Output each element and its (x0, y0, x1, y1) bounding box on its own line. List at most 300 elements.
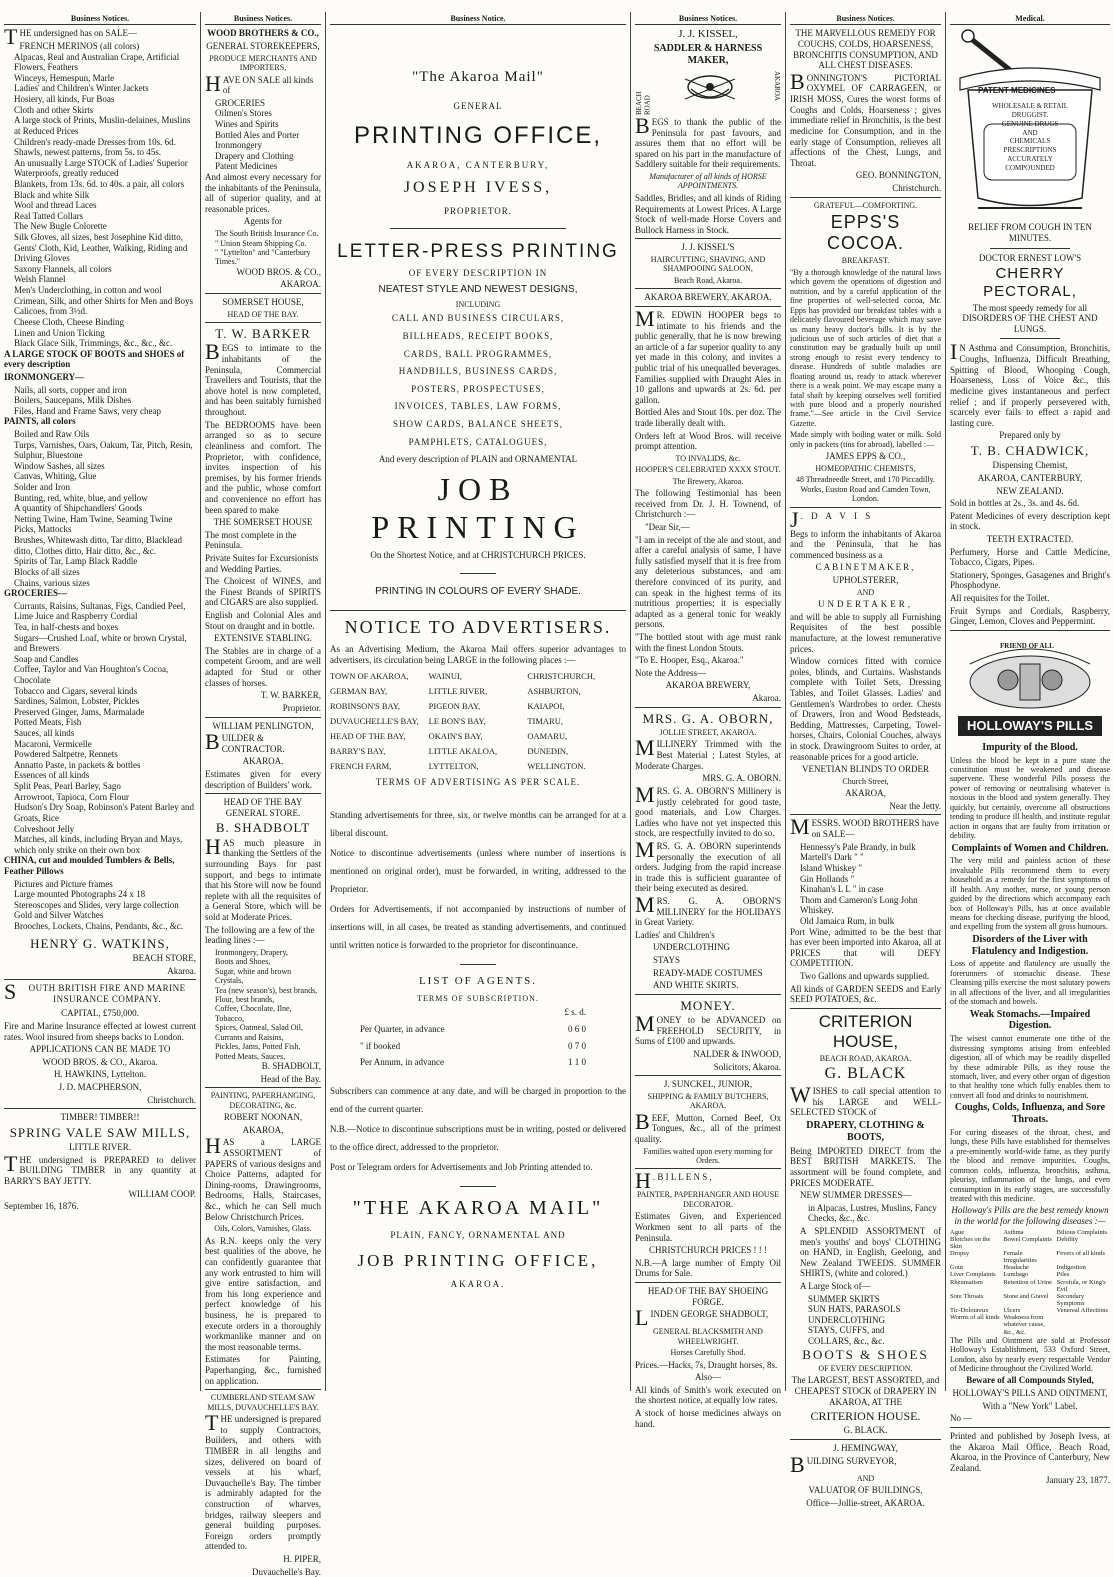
barker-text: Private Suites for Excursionists and Wedding Parties. (205, 552, 319, 574)
list-item: Macaroni, Vermicelle (14, 738, 92, 749)
list-item: A large stock of Prints, Muslin-delaines, Muslins at Reduced Prices (14, 115, 191, 136)
beware-line: With a "New York" Label. (982, 1400, 1078, 1411)
barker-proprietor: Proprietor. (282, 702, 321, 713)
disease-item: Fevers of all kinds (1056, 1250, 1105, 1258)
town-name: LITTLE RIVER, (428, 686, 488, 697)
oborn-line: UNDERCLOTHING (653, 942, 730, 953)
spring-vale-place: LITTLE RIVER. (69, 1142, 131, 1153)
list-item: Large mounted Photographs 24 x 18 (14, 889, 146, 900)
list-item: Black Glace Silk, Trimmings, &c., &c., &c. (14, 338, 173, 349)
list-item: Sardines, Salmon, Lobster, Pickles (14, 696, 140, 707)
shadbolt-place: Head of the Bay. (260, 1073, 321, 1084)
barker-text: The most complete in the Peninsula. (205, 529, 297, 551)
disease-item: Weakness from whatever cause, &c., &c. (1003, 1314, 1045, 1336)
job-type: HANDBILLS, BUSINESS CARDS, (398, 366, 558, 377)
column-6 (946, 14, 1114, 1486)
watkins-town: Akaroa. (167, 965, 196, 976)
somerset-sub: HEAD OF THE BAY. (227, 309, 299, 319)
subscription-text: N.B.—Notice to discontinue subscriptions must be in writing, posted or delivered to the office direct, addressed to the proprietor. (330, 1123, 626, 1152)
list-item: Kinahan's L L " in case (800, 884, 884, 895)
jar-text-line: ACCURATELY COMPOUNDED (1005, 154, 1055, 172)
venetian-street: Church Street, (842, 776, 889, 786)
list-item: Brooches, Lockets, Chains, Pendants, &c., &c. (14, 921, 183, 932)
ironmongery-items (4, 385, 196, 417)
printing-office: PRINTING OFFICE, (354, 121, 602, 149)
barker-text: EGS to intimate to the inhabitants of the Peninsula, Commercial Travellers and Tourists, that the above hotel is now completed, and has been suitably furnished throughout. (205, 343, 321, 418)
list-item: Silk Gloves, all sizes, best Josephine Kid ditto, Gents' Cloth, Kid, Leather, Walking, Riding and Driving Gloves (14, 232, 188, 264)
spring-vale-title: SPRING VALE SAW MILLS, (9, 1124, 191, 1140)
disease-item: Sore Throats (950, 1292, 984, 1300)
jar-text-line: PRESCRIPTIONS (1003, 146, 1057, 155)
wood-bros-lead: AVE ON SALE all kinds of (222, 74, 314, 96)
drop-cap: T (4, 24, 18, 50)
list-item: Stereoscopes and Slides, very large collection (14, 899, 179, 910)
drop-cap: H (205, 833, 221, 859)
rate-amount: 1 1 0 (568, 1057, 586, 1068)
note-brewery: AKAROA BREWERY, (665, 680, 751, 691)
noonan-oils: Oils, Colors, Varnishes, Glass. (214, 1224, 312, 1234)
insurance-agent: WOOD BROS. & CO., Akaroa. (42, 1056, 158, 1067)
letterpress-title: LETTER-PRESS PRINTING (337, 241, 619, 263)
oborn-signature: MRS. G. A. OBORN. (702, 773, 781, 784)
list-item: Drapery and Clothing (215, 150, 294, 161)
jar-text-line: AND (1022, 128, 1038, 137)
oborn-line: AND WHITE SKIRTS. (653, 980, 739, 991)
drop-cap: B (635, 113, 650, 138)
barker-text: The Stables are in charge of a competent Groom, and are well adapted for Stud or other classes of horses. (205, 645, 321, 688)
chadwick-sub: Dispensing Chemist, (992, 460, 1068, 471)
noonan-name: ROBERT NOONAN, (223, 1112, 303, 1123)
boots-line: A LARGE STOCK OF BOOTS and SHOES of every description (4, 348, 185, 370)
list-item: COLLARS, &c., &c. (808, 1336, 885, 1347)
barker-text: The BEDROOMS have been arranged so as to secure cleanliness and comfort. The Proprietor, with confidence, invites inspection of his premises, by his former friends and the public, whose comfort and convenience no effort has been spared to make (205, 419, 321, 515)
list-item: Ironmongery, Drapery, (215, 947, 288, 957)
remedy-signature: GEO. BONNINGTON, (855, 170, 941, 181)
teeth-line: TEETH EXTRACTED. (986, 533, 1074, 544)
list-item: " "Lyttelton" and "Canterbury Times." (215, 247, 311, 267)
davis-and: AND (856, 587, 875, 597)
hemingway-trade: UILDING SURVEYOR, (806, 1455, 897, 1466)
hemingway-valuator: VALUATOR OF BUILDINGS, (808, 1485, 923, 1496)
testimonial-text: The following Testimonial has been received from Dr. J. H. Townend, of Christchurch :— (635, 488, 781, 520)
list-item: Hosiery, all kinds, Fur Boas (14, 94, 115, 105)
proprietor-name: JOSEPH IVESS, (403, 178, 553, 196)
ironmongery-title: IRONMONGERY— (4, 371, 85, 382)
billens-trade: PAINTER, PAPERHANGER AND HOUSE DECORATOR. (636, 1190, 780, 1209)
column-header: Business Notices. (4, 14, 196, 25)
drop-cap: H (205, 1133, 221, 1159)
note-address: Note the Address— (635, 667, 706, 678)
disease-item: Indigestion (1056, 1264, 1086, 1272)
holloways-pills-banner: HOLLOWAY'S PILLS (958, 716, 1102, 736)
oil-drums-text: N.B.—A large number of Empty Oil Drums for Sale. (635, 1257, 781, 1279)
remedy-list-title: Holloway's Pills are the best remedy known in the world for the following diseases :— (951, 1205, 1109, 1226)
office-place: AKAROA, CANTERBURY, (406, 160, 550, 171)
drop-cap: B (635, 1108, 650, 1134)
list-item: The New Bugle Colorette (14, 221, 107, 232)
list-item: Hennessy's Pale Brandy, in bulk (800, 841, 916, 852)
disease-item: Female Irregularities (1003, 1250, 1037, 1265)
subscription-title: TERMS OF SUBSCRIPTION. (417, 993, 539, 1003)
list-item: Brushes, Whitewash ditto, Tar ditto, Blacklead ditto, Clothes ditto, Hair ditto, &c., &c. (14, 535, 183, 556)
disease-item: Tic-Doloureux (950, 1307, 989, 1315)
list-item: Blocks of all sizes (14, 566, 80, 577)
saddle-image-row (635, 69, 781, 115)
kissel-trade: SADDLER & HARNESS MAKER, (653, 43, 763, 67)
towns-grid (330, 671, 626, 771)
disease-item: Bilious Complaints (1056, 1228, 1108, 1236)
adv-text: Notice to discontinue advertisements (unless where number of insertions is mentioned on original order), must be forwarded, in writing, addressed to the Proprietor. (330, 847, 626, 894)
billens-name: . B I L L E N S , (652, 1172, 712, 1183)
town-name: OKAIN'S BAY, (428, 731, 483, 742)
list-item: Blankets, from 13s. 6d. to 40s. a pair, all colors (14, 178, 185, 189)
list-item: An unusually Large STOCK of Ladies' Superior Waterproofs, greatly reduced (14, 157, 188, 179)
drop-cap: S (4, 979, 17, 1005)
christchurch-prices: CHRISTCHURCH PRICES ! ! ! (648, 1245, 767, 1256)
shoeing-forge-title: HEAD OF THE BAY SHOEING FORGE. (647, 1285, 769, 1307)
footer-sub: PLAIN, FANCY, ORNAMENTAL AND (390, 1230, 566, 1241)
painting-title: PAINTING, PAPERHANGING, DECORATING, &c. (210, 1091, 316, 1110)
forge-text: All kinds of Smith's work executed on the shortest notice, at equally low rates. (635, 1384, 781, 1406)
cough-text: For curing diseases of the throat, chest, and lungs, these Pills have established for themselves a pre-eminently world-wide fame, as they purify the blood and remove impurities. Coughs, common colds, influenza, bronchitis, asthma, pleurisy, inflammation of the lungs, and even consumption in its early stages, are successfully treated with this medicine. (950, 1127, 1110, 1203)
drop-cap: W (790, 1082, 811, 1108)
list-item: Black and white Silk (14, 189, 90, 200)
oborn-name: MRS. G. A. OBORN, (642, 710, 774, 726)
kissel-text: EGS to thank the public of the Peninsula for past favours, and assures them that no effort will be spared on his part in the manufacture of Saddlery suitable for their requirements. (635, 117, 781, 170)
drop-cap: L (635, 1305, 649, 1331)
noonan-town: AKAROA, (242, 1124, 284, 1135)
kissel-text: Manufacturer of all kinds of HORSE APPOINTMENTS. (649, 172, 767, 191)
friend-label: FRIEND OF ALL (1000, 641, 1054, 650)
list-item: Calicoes, from 3½d. (14, 306, 88, 317)
drop-cap: B (790, 1451, 805, 1477)
forge-prices: Prices.—Hacks, 7s, Draught horses, 8s. (635, 1359, 778, 1370)
insurance-apply: APPLICATIONS CAN BE MADE TO (29, 1044, 171, 1055)
colours-line: PRINTING IN COLOURS OF EVERY SHADE. (375, 585, 581, 597)
wood-sale-text: Port Wine, admitted to be the best that has ever been imported into Akaroa, all at PRICES that will DEFY COMPETITION. (790, 926, 941, 969)
weak-text: The wisest cannot enumerate one tithe of the distressing symptoms arising from enfeebled digestion, all of which may be readily dispelled by these admirable Pills, as they rouse the stomach, liver, and every other organ of digestion to that healthy tone which fully enables them to convert all food and drinks to nourishment. (950, 1034, 1110, 1100)
wood-bros-items (205, 98, 321, 172)
list-item: Colveshoot Jelly (14, 823, 75, 834)
saloon-title: HAIRCUTTING, SHAVING, AND SHAMPOOING SALOON, (650, 254, 766, 274)
head-of-bay-store: HEAD OF THE BAY GENERAL STORE. (223, 797, 303, 818)
davis-name: . D A V I S (800, 510, 874, 521)
list-item: Chains, various sizes (14, 577, 90, 588)
black-name: G. BLACK (824, 1065, 907, 1083)
list-item: Coffee, Taylor and Van Houghton's Cocoa, Chocolate (14, 664, 169, 685)
saddle-icon (675, 69, 745, 113)
wood-bros-sub: GENERAL STOREKEEPERS, (206, 41, 320, 52)
drop-cap: M (790, 814, 810, 840)
davis-trade: CABINETMAKER, (815, 562, 916, 573)
list-item: Hudson's Dry Soap, Robinson's Patent Barley and Groats, Rice (14, 802, 194, 823)
oborn-text: ILLINERY Trimmed with the Best Material ; Latest Styles, at Moderate Charges. (635, 739, 781, 771)
stationery-text: Stationery, Sponges, Gasagenes and Bright's Phosphodyne. (950, 569, 1111, 591)
spring-vale-text: HE undersigned is PREPARED to deliver BUILDING TIMBER in any quantity at BARRY'S BAY JETTY. (4, 1154, 196, 1187)
every-description: And every description of PLAIN and ORNAMENTAL (378, 454, 578, 465)
disease-item: Piles (1056, 1271, 1070, 1279)
town-name: OAMARU, (527, 731, 568, 742)
shadbolt-lead: The following are a few of the leading lines :— (205, 924, 315, 946)
disease-item: Blotches on the Skin (950, 1235, 991, 1250)
list-item: Coffee, Chocolate, Ilne, Tobacco, (215, 1004, 292, 1023)
cumberland-signature: H. PIPER, (283, 1554, 321, 1565)
brewery-title: AKAROA BREWERY, AKAROA. (644, 292, 772, 303)
list-item: Soap and Candles (14, 653, 79, 664)
list-item: Cheese Cloth, Cheese Binding (14, 316, 124, 327)
rate-row (360, 1024, 586, 1035)
sunckel-text: EEF, Mutton, Corned Beef, Ox Tongues, &c., all of the primest quality. (635, 1112, 781, 1144)
paints-items (4, 429, 196, 588)
list-item: SUN HATS, PARASOLS (808, 1304, 901, 1315)
list-item: Crimean, Silk, and other Shirts for Men and Boys (14, 295, 193, 306)
subscription-rates (330, 1024, 626, 1068)
disease-item: Venereal Affections (1056, 1307, 1108, 1315)
issue-date: January 23, 1877. (1046, 1475, 1110, 1486)
rate-row (360, 1041, 586, 1052)
wood-bros-title: WOOD BROTHERS & CO., (207, 28, 319, 39)
insurance-agent-town: Christchurch. (147, 1094, 196, 1105)
barker-text: The Choicest of WINES, and the Finest Brands of SPIRITS and CIGARS are also supplied. (205, 576, 321, 608)
town-name: DUNEDIN, (527, 746, 569, 757)
testimonial-quote: "The bottled stout with age must rank with the finest London Stouts. (635, 632, 781, 653)
general-label: GENERAL (453, 101, 503, 112)
job-type: INVOICES, TABLES, LAW FORMS, (394, 401, 562, 412)
epps-text: Made simply with boiling water or milk. Sold only in packets (tins for abroad), labelled :— (790, 430, 941, 449)
rate-label: Per Quarter, in advance (360, 1023, 445, 1034)
drop-cap: M (635, 836, 655, 862)
disease-item: Headache (1003, 1264, 1029, 1272)
beware-number: No — (950, 1413, 973, 1424)
boots-text: The LARGEST, BEST ASSORTED, and CHEAPEST STOCK of DRAPERY IN AKAROA, AT THE (791, 1375, 940, 1407)
letterpress-sub: OF EVERY DESCRIPTION IN (408, 267, 548, 278)
criterion-title: CRITERION HOUSE, (818, 1011, 913, 1051)
chadwick-text: Patent Medicines of every description kept in stock. (950, 510, 1110, 532)
epps-address: 48 Threadneedle Street, and 170 Piccadilly. Works, Euston Road and Camden Town, London. (795, 475, 936, 504)
column-4 (631, 14, 785, 1429)
list-item: Solder and Iron (14, 482, 70, 493)
job-type: PAMPHLETS, CATALOGUES, (408, 436, 548, 447)
job-type: CALL AND BUSINESS CIRCULARS, (391, 313, 565, 324)
penlington-text: Estimates given for every description of Builders' work. (205, 768, 321, 790)
sunckel-name: J. SUNCKEL, JUNIOR, (663, 1079, 753, 1090)
list-item: Netting Twine, Ham Twine, Seaming Twine (14, 513, 173, 524)
drop-cap: I (950, 339, 958, 365)
list-item: Flour, best brands, (215, 995, 275, 1004)
money-solicitors: Solicitors, Akaroa. (713, 1061, 781, 1072)
boots-sub: OF EVERY DESCRIPTION. (818, 1363, 913, 1373)
disease-item: Worms of all kinds (950, 1314, 1000, 1322)
wood-sale-text: All kinds of GARDEN SEEDS and Early SEED POTATOES, &c. (790, 983, 941, 1005)
drop-cap: M (635, 735, 655, 761)
wood-sale-lead: ESSRS. WOOD BROTHERS have on SALE— (811, 818, 939, 840)
list-item: Powdered Saltpetre, Rennets (14, 749, 118, 760)
shadbolt-items (205, 948, 321, 1061)
column-1 (0, 14, 200, 1389)
column-header: Business Notices. (205, 14, 321, 25)
list-item: Wool and thread Laces (14, 200, 97, 211)
subscription-text: Subscribers can commence at any date, and will be charged in proportion to the end of the current quarter. (330, 1085, 626, 1114)
black-new-dresses: in Alpacas, Lustres, Muslins, Fancy Checks, &c., &c. (808, 1202, 937, 1224)
oborn-text: RS. G. A. OBORN'S Millinery is justly celebrated for good taste, good materials, and Low Charges. Ladies who have not yet inspected this stock, are respectfully invited to do so. (635, 785, 781, 839)
forge-trade: GENERAL BLACKSMITH AND WHEELWRIGHT. (653, 1327, 763, 1346)
testimonial-quote: "To E. Hooper, Esq., Akaroa." (635, 655, 744, 666)
terms-line: TERMS OF ADVERTISING AS PER SCALE. (375, 777, 581, 788)
list-item: Spirits of Tar, Lamp Black Raddle (14, 556, 138, 567)
town-name: WAINUI, (428, 671, 462, 682)
list-item: Welsh Flannel (14, 274, 66, 285)
brewery-text: Orders left at Wood Bros. will receive prompt attention. (635, 430, 781, 452)
list-item: Canvas, Whiting, Glue (14, 471, 97, 482)
side-label-left: BEACH ROAD (635, 91, 652, 115)
shadbolt-text: AS much pleasure in thanking the Settlers of the surrounding Bays for past support, and begs to intimate that his Store will now be found replete with all the requisites of a General Store, which will be sold at Moderate Prices. (205, 837, 321, 922)
list-item: Arrowroot, Tapioca, Corn Flour (14, 791, 129, 802)
epps-sub: BREAKFAST. (841, 256, 890, 266)
black-stock-items (790, 1294, 941, 1347)
town-name: PIGEON BAY, (428, 701, 481, 712)
weak-title: Weak Stomachs.—Impaired Digestion. (969, 1008, 1091, 1032)
list-item: Pictures and Picture frames (14, 878, 113, 889)
disease-item: Scrofula, or King's Evil (1056, 1278, 1106, 1293)
jar-text-line: CHEMICALS (1009, 137, 1051, 146)
black-drapery: DRAPERY, CLOTHING & BOOTS, (806, 1120, 925, 1143)
complaints-title: Complaints of Women and Children. (951, 842, 1109, 854)
column-2 (201, 14, 325, 1577)
china-items (4, 879, 196, 932)
list-item: Preserved Ginger, Jams, Marmalade (14, 706, 145, 717)
list-item: FRENCH MERINOS (all colors) (19, 41, 140, 52)
town-name: LITTLE AKALOA, (428, 746, 498, 757)
drop-cap: B (205, 729, 220, 755)
drop-cap: B (205, 339, 220, 365)
subscription-text: Post or Telegram orders for Advertisements and Job Printing attended to. (330, 1161, 593, 1172)
remedy-text: ONNINGTON'S PICTORIAL OXYMEL OF CARRAGEEN, or IRISH MOSS, Cures the worst forms of Coughs and Colds, Hoarseness ; gives immediate relief in Bronchitis, is the best medicine for Consumption, and in the early stage of Consumption, relieves all affections of the Chest, Lungs, and Throat. (790, 72, 941, 168)
barker-text: English and Colonial Ales and Stout on draught and in bottle. (205, 610, 321, 631)
requisites-text: All requisites for the Toilet. (950, 592, 1050, 603)
agents-for: Agents for (243, 216, 283, 227)
list-item: Picks, Mattocks (14, 524, 72, 535)
testimonial-quote: "I am in receipt of the ale and stout, and after a careful analysis of same, I have fully satisfied myself that it is free from any deleterious substances, and am therefore convinced of its purity, and can speak in the highest terms of its nutritious properties; it is especially adapted as a general tonic for weakly persons. (635, 534, 781, 630)
chadwick-country: NEW ZEALAND. (996, 485, 1064, 496)
shadbolt-name: B. SHADBOLT (215, 820, 311, 836)
chadwick-address: AKAROA, CANTERBURY, (977, 472, 1083, 483)
disease-item: Secondary Symptoms (1056, 1292, 1085, 1307)
hemingway-name: J. HEMINGWAY, (833, 1443, 898, 1453)
barker-stabling: EXTENSIVE STABLING. (214, 633, 312, 644)
list-item: Turps, Varnishes, Oars, Oakum, Tar, Pitch, Resin, Sulphur, Bluestone (14, 439, 193, 461)
davis-text: Begs to inform the inhabitants of Akaroa and the Peninsula, that he has commenced business as a (790, 528, 941, 560)
epps-chemists: HOMEOPATHIC CHEMISTS, (815, 463, 916, 473)
list-item: Essences of all kinds (14, 770, 90, 781)
testimonial-quote: "Dear Sir,— (645, 521, 690, 532)
venetian-town: AKAROA, (845, 788, 886, 799)
list-item: " Union Steam Shipping Co. (215, 238, 307, 248)
disease-item: Gout (950, 1264, 963, 1272)
adv-text: Standing advertisements for three, six, or twelve months can be arranged for at a liberal discount. (330, 809, 626, 838)
list-item: Oilmen's Stores (215, 108, 272, 119)
drop-cap: H (205, 70, 221, 96)
jar-text-line: DRUGGIST. (1011, 111, 1049, 120)
money-text: ONEY to be ADVANCED on FREEHOLD SECURITY, in Sums of £100 and upwards. (635, 1015, 781, 1047)
job-type: POSTERS, PROSPECTUSES, (411, 383, 545, 394)
insurance-agent: H. HAWKINS, Lyttelton. (53, 1069, 147, 1080)
sunckel-trade: SHIPPING & FAMILY BUTCHERS, AKAROA. (647, 1091, 769, 1111)
disease-item: Rheumatism (950, 1278, 983, 1286)
black-text: ISHES to call special attention to his LARGE and WELL-SELECTED STOCK of (790, 1086, 941, 1118)
wood-sale-items (790, 842, 941, 927)
liver-text: Loss of appetite and flatulency are usually the forerunners of stomachic disease. These Cleansing pills exercise the most salutary powers in all affections of the liver, and all irregularities of the stomach and bowels. (950, 959, 1110, 1007)
rate-amount: 0 6 0 (568, 1023, 586, 1034)
forge-text: Horses Carefully Shod. (670, 1348, 746, 1358)
davis-text: Window cornices fitted with cornice poles, blinds, and Curtains. Washstands complete with Toilet Sets, Dressing Tables, and Toilet Glasses. Ladies' and Gentlemen's Wardrobes to order. Chests of Drawers, Iron and Wood Bedsteads, Bedding, Mattresses, Carpeting, Towel-horses, Chairs, Colonial Couches, always in stock. Drawingroom Suites to order, at reasonable prices for a good article. (790, 656, 941, 762)
side-label-right: AKAROA (773, 71, 781, 101)
drop-cap: J (790, 506, 799, 532)
town-name: LYTTELTON, (428, 761, 479, 772)
list-item: Real Tatted Collars (14, 210, 84, 221)
disease-item: Ague (950, 1228, 965, 1236)
agents-items (205, 229, 321, 267)
brewery-text: R. EDWIN HOOPER begs to intimate to his friends and the public generally, that he is now brewing an article of a far superior quality to any yet made in this colony, and invites a public trial of his unequalled beverages. Families supplied with Draught Ales in 10 gallons and upwards at 2s. 6d. per gallon. (635, 309, 781, 405)
black-clothing: A SPLENDID ASSORTMENT of men's youths' and boys' CLOTHING on HAND, in English, Geelong, and New Zealand TWEEDS. SUMMER SHIRTS, (white and colored.) (800, 1225, 941, 1279)
town-name: CHRISTCHURCH, (527, 671, 596, 682)
rate-label: Per Annum, in advance (360, 1057, 444, 1068)
footer-town: AKAROA. (450, 1279, 506, 1290)
drop-cap: M (635, 781, 655, 807)
insurance-capital: CAPITAL, £750,000. (61, 1008, 139, 1019)
remedy-town: Christchurch. (892, 182, 941, 193)
including-label: INCLUDING (455, 299, 501, 309)
list-item: SUMMER SKIRTS (808, 1293, 880, 1304)
list-item: Pickles, Jams, Potted Fish, (215, 1042, 301, 1052)
column-3 (326, 14, 630, 1389)
job-types (330, 313, 626, 447)
list-item: Ironmongery (215, 140, 262, 151)
list-item: Split Peas, Pearl Barley, Sago (14, 781, 121, 792)
grateful-line: GRATEFUL—COMFORTING. (813, 200, 918, 210)
list-item: Tea (new season's), best brands, (215, 985, 318, 995)
boots-title: BOOTS & SHOES (802, 1346, 929, 1362)
list-item: Shawls, newest patterns, from 5s. to 45s. (14, 147, 161, 158)
money-signature: NALDER & INWOOD, (693, 1049, 781, 1060)
hemingway-office: Office—Jollie-street, AKAROA. (806, 1497, 925, 1508)
remedy-title: THE MARVELLOUS REMEDY FOR COUCHS, COLDS, HOARSENESS, BRONCHITIS CONSUMPTION, AND ALL CHEST DISEASES. (793, 28, 938, 71)
cough-title: Coughs, Colds, Influenza, and Sore Throats. (954, 1102, 1106, 1126)
noonan-text: AS a LARGE ASSORTMENT of PAPERS of various designs and Choice Patterns, adapted for Dining-rooms, Drawingrooms, Bedrooms, Halls, Staircases, &c., which he can Sell much Below Christchurch Prices. (205, 1137, 321, 1222)
list-item: Matches, all kinds, including Bryan and Mays, which only strike on their own box (14, 834, 183, 855)
column-5 (786, 14, 945, 1508)
disease-item: Asthma (1003, 1228, 1024, 1236)
town-name: HEAD OF THE BAY, (330, 731, 406, 742)
list-item: Patent Medicines (215, 161, 278, 172)
watkins-name: HENRY G. WATKINS, (30, 935, 170, 951)
job-type: SHOW CARDS, BALANCE SHEETS, (392, 419, 564, 430)
list-item: Linen and Union Ticking (14, 327, 105, 338)
rate-row (360, 1057, 586, 1068)
job-type: BILLHEADS, RECEIPT BOOKS, (402, 331, 554, 341)
cherry-text: N Asthma and Consumption, Bronchitis, Coughs, Influenza, Difficult Breathing, Spitting of Blood, Whooping Cough, Hoarseness, Loss of Voice &c., this medicine gives instantaneous and perfect relief ; and if properly persevered with, scarcely ever fails to effect a rapid and lasting cure. (950, 343, 1110, 428)
list-item: Old Jamaica Rum, in bulk (800, 915, 895, 926)
list-item: Currants, Raisins, Sultanas, Figs, Candied Peel, Lime Juice and Raspberry Cordial (14, 600, 186, 622)
wood-bros-text: And almost every necessary for the inhabitants of the Peninsula, all of superior quality, and at reasonable prices. (205, 172, 321, 214)
cumberland-title: CUMBERLAND STEAM SAW MILLS, DUVAUCHELLE'S BAY. (207, 1393, 319, 1412)
chadwick-text: Sold in bottles at 2s., 3s. and 4s. 6d. (950, 498, 1080, 509)
agents-title: LIST OF AGENTS. (418, 974, 538, 987)
list-item: Annatto Paste, in packets & bottles (14, 759, 141, 770)
column-header: Medical. (950, 14, 1110, 25)
list-item: Tobacco and Cigars, several kinds (14, 685, 138, 696)
disease-item: Debility (1056, 1235, 1078, 1243)
epps-title: EPPS'S COCOA. (826, 212, 904, 254)
